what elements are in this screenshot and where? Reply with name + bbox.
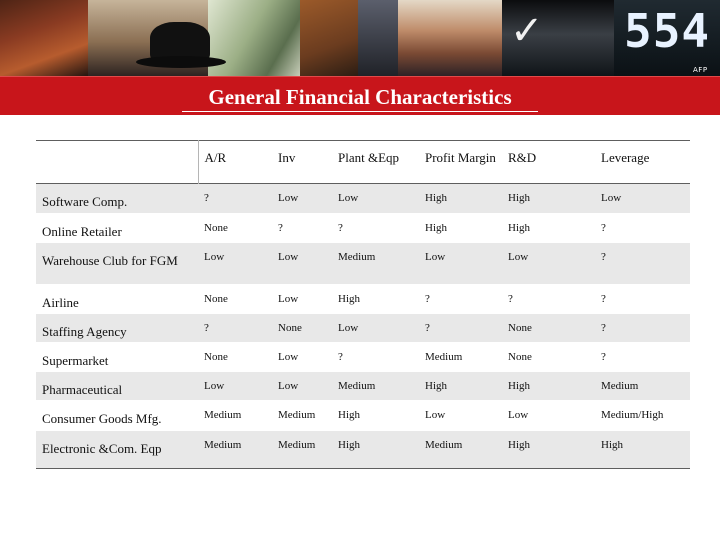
cell-profit-margin: High: [419, 372, 502, 401]
cell-plant-eqp: High: [332, 401, 419, 431]
ticker-price-digits: 554: [624, 4, 711, 58]
cell-rd: None: [502, 343, 595, 372]
cell-inv: None: [272, 314, 332, 343]
table-row: [36, 314, 690, 343]
cell-profit-margin: Low: [419, 401, 502, 431]
cell-rd: Low: [502, 243, 595, 285]
table-row: [36, 431, 690, 469]
cell-inv: Low: [272, 184, 332, 214]
column-header-rd: R&D: [508, 150, 537, 165]
cell-plant-eqp: ?: [332, 214, 419, 243]
table-header-row: [36, 141, 690, 184]
cell-leverage: Medium/High: [595, 401, 690, 431]
cell-ar: None: [198, 343, 272, 372]
desk-photo: [358, 0, 398, 76]
column-header-profit-margin: Profit Margin: [425, 150, 496, 165]
cell-inv: Medium: [272, 431, 332, 469]
cell-plant-eqp: High: [332, 285, 419, 314]
company-name: Airline: [36, 285, 198, 314]
company-name: Supermarket: [36, 343, 198, 372]
cell-ar: Medium: [198, 431, 272, 469]
cell-rd: High: [502, 372, 595, 401]
cell-profit-margin: ?: [419, 314, 502, 343]
cell-rd: High: [502, 184, 595, 214]
company-name: Pharmaceutical: [36, 372, 198, 401]
title-bar: [0, 76, 720, 115]
cell-leverage: ?: [595, 285, 690, 314]
cell-ar: None: [198, 285, 272, 314]
cell-plant-eqp: Medium: [332, 243, 419, 285]
title-underline: [182, 111, 538, 112]
cell-plant-eqp: Low: [332, 184, 419, 214]
company-name: Software Comp.: [36, 184, 198, 214]
company-name: Warehouse Club for FGM: [36, 243, 198, 285]
financial-characteristics-table: [36, 140, 690, 469]
company-name: Online Retailer: [36, 214, 198, 243]
cell-profit-margin: ?: [419, 285, 502, 314]
column-header-leverage: Leverage: [601, 150, 650, 165]
cell-profit-margin: Low: [419, 243, 502, 285]
cell-leverage: ?: [595, 214, 690, 243]
cell-inv: Low: [272, 285, 332, 314]
company-name: Staffing Agency: [36, 314, 198, 343]
wallet-photo: [300, 0, 358, 76]
cell-ar: ?: [198, 314, 272, 343]
column-header-ar: A/R: [204, 150, 227, 165]
cell-leverage: Low: [595, 184, 690, 214]
dollar-bills-photo: [208, 0, 300, 76]
trader-on-phone-photo: [398, 0, 502, 76]
cell-profit-margin: Medium: [419, 343, 502, 372]
hat-brim-icon: [136, 56, 226, 68]
cell-profit-margin: High: [419, 214, 502, 243]
cell-plant-eqp: High: [332, 431, 419, 469]
check-mark-icon: ✓: [510, 8, 544, 54]
company-name: Electronic &Com. Eqp: [36, 431, 198, 469]
cell-leverage: ?: [595, 314, 690, 343]
cell-inv: ?: [272, 214, 332, 243]
cell-leverage: ?: [595, 243, 690, 285]
cell-rd: High: [502, 214, 595, 243]
cell-rd: Low: [502, 401, 595, 431]
company-name: Consumer Goods Mfg.: [36, 401, 198, 431]
table-row: [36, 214, 690, 243]
cell-ar: Low: [198, 243, 272, 285]
page-title: General Financial Characteristics: [208, 85, 512, 109]
cell-leverage: Medium: [595, 372, 690, 401]
cell-inv: Low: [272, 372, 332, 401]
stock-ticker-photo: [0, 0, 88, 76]
cell-rd: None: [502, 314, 595, 343]
header-photo-banner: [0, 0, 720, 76]
cell-ar: Low: [198, 372, 272, 401]
table-row: [36, 372, 690, 401]
table-row: [36, 184, 690, 214]
cell-leverage: ?: [595, 343, 690, 372]
photo-credit: AFP: [693, 66, 708, 74]
cell-inv: Medium: [272, 401, 332, 431]
cell-plant-eqp: Low: [332, 314, 419, 343]
cell-inv: Low: [272, 343, 332, 372]
cell-plant-eqp: ?: [332, 343, 419, 372]
column-header-plant-eqp: Plant &Eqp: [338, 150, 400, 165]
cell-ar: ?: [198, 184, 272, 214]
table-row: [36, 285, 690, 314]
cell-rd: ?: [502, 285, 595, 314]
cell-ar: Medium: [198, 401, 272, 431]
table-row: [36, 243, 690, 285]
cell-profit-margin: High: [419, 184, 502, 214]
cell-inv: Low: [272, 243, 332, 285]
cell-leverage: High: [595, 431, 690, 469]
cell-profit-margin: Medium: [419, 431, 502, 469]
table-row: [36, 343, 690, 372]
cell-ar: None: [198, 214, 272, 243]
column-header-company: [36, 141, 198, 184]
cell-plant-eqp: Medium: [332, 372, 419, 401]
cell-rd: High: [502, 431, 595, 469]
table-row: [36, 401, 690, 431]
column-header-inv: Inv: [278, 150, 296, 165]
